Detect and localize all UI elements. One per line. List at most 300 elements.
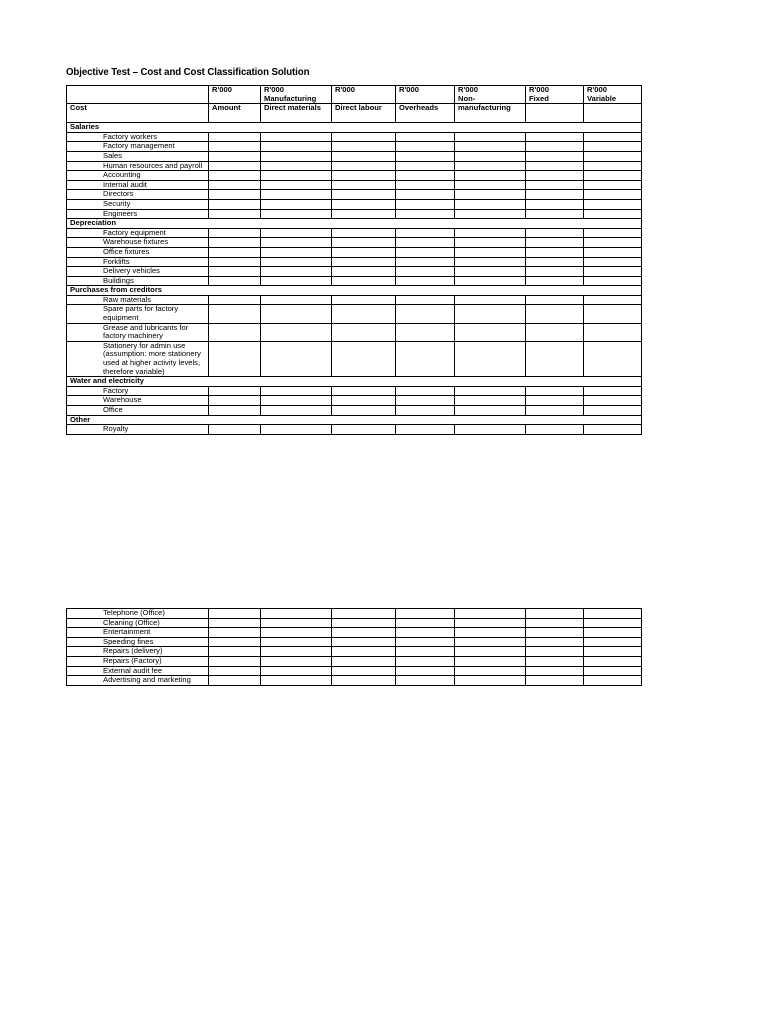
section-fill: [209, 377, 642, 387]
value-cell: [396, 295, 455, 305]
value-cell: [209, 386, 261, 396]
cost-item-label: Speeding fines: [67, 637, 209, 647]
value-cell: [261, 247, 332, 257]
cost-item-label: Telephone (Office): [67, 609, 209, 619]
value-cell: [455, 199, 526, 209]
value-cell: [261, 190, 332, 200]
value-cell: [455, 247, 526, 257]
value-cell: [261, 386, 332, 396]
value-cell: [261, 406, 332, 416]
value-cell: [396, 257, 455, 267]
value-cell: [526, 132, 584, 142]
cost-item-label: Spare parts for factory equipment: [67, 305, 209, 323]
value-cell: [396, 228, 455, 238]
value-cell: [584, 257, 642, 267]
section-fill: [209, 286, 642, 296]
value-cell: [396, 276, 455, 286]
value-cell: [526, 257, 584, 267]
value-cell: [332, 425, 396, 435]
table-row: [67, 228, 642, 238]
cost-item-label: Directors: [67, 190, 209, 200]
value-cell: [584, 132, 642, 142]
value-cell: [526, 396, 584, 406]
table-row: [67, 666, 642, 676]
value-cell: [396, 247, 455, 257]
header-label: Overheads: [396, 104, 455, 123]
cost-classification-table-continued: [66, 608, 642, 686]
value-cell: [526, 386, 584, 396]
header-label: Direct labour: [332, 104, 396, 123]
value-cell: [526, 341, 584, 376]
table-row: [67, 396, 642, 406]
header-row-labels: [67, 104, 642, 123]
value-cell: [209, 161, 261, 171]
cost-item-label: Internal audit: [67, 180, 209, 190]
value-cell: [396, 209, 455, 219]
value-cell: [332, 238, 396, 248]
value-cell: [209, 676, 261, 686]
value-cell: [332, 618, 396, 628]
value-cell: [261, 676, 332, 686]
value-cell: [209, 238, 261, 248]
header-unit: R'000: [332, 86, 396, 104]
value-cell: [584, 628, 642, 638]
value-cell: [584, 406, 642, 416]
value-cell: [455, 180, 526, 190]
value-cell: [209, 180, 261, 190]
cost-item-label: Royalty: [67, 425, 209, 435]
value-cell: [209, 190, 261, 200]
value-cell: [209, 406, 261, 416]
cost-item-label: Delivery vehicles: [67, 267, 209, 277]
table-row: [67, 295, 642, 305]
cost-item-label: Forklifts: [67, 257, 209, 267]
value-cell: [584, 247, 642, 257]
value-cell: [584, 396, 642, 406]
value-cell: [261, 666, 332, 676]
value-cell: [209, 228, 261, 238]
value-cell: [396, 323, 455, 341]
value-cell: [584, 618, 642, 628]
section-fill: [209, 219, 642, 229]
value-cell: [584, 238, 642, 248]
value-cell: [396, 609, 455, 619]
table-row: [67, 180, 642, 190]
value-cell: [396, 666, 455, 676]
cost-item-label: Factory workers: [67, 132, 209, 142]
cost-item-label: Office: [67, 406, 209, 416]
value-cell: [209, 341, 261, 376]
table-row: [67, 276, 642, 286]
section-heading: Other: [67, 415, 209, 425]
value-cell: [261, 656, 332, 666]
value-cell: [455, 238, 526, 248]
table-row: [67, 341, 642, 376]
value-cell: [332, 406, 396, 416]
value-cell: [396, 171, 455, 181]
value-cell: [261, 267, 332, 277]
value-cell: [584, 676, 642, 686]
header-cost-label: Cost: [67, 104, 209, 123]
value-cell: [455, 295, 526, 305]
cost-classification-table: [66, 85, 642, 435]
table-row: [67, 656, 642, 666]
value-cell: [332, 228, 396, 238]
section-fill: [209, 415, 642, 425]
value-cell: [332, 199, 396, 209]
value-cell: [332, 247, 396, 257]
value-cell: [526, 199, 584, 209]
section-heading: Purchases from creditors: [67, 286, 209, 296]
table-row: [67, 247, 642, 257]
value-cell: [455, 666, 526, 676]
value-cell: [209, 323, 261, 341]
value-cell: [261, 628, 332, 638]
value-cell: [261, 171, 332, 181]
cost-item-label: Advertising and marketing: [67, 676, 209, 686]
value-cell: [526, 228, 584, 238]
value-cell: [209, 257, 261, 267]
section-row: [67, 123, 642, 133]
value-cell: [261, 341, 332, 376]
value-cell: [332, 666, 396, 676]
table-row: [67, 618, 642, 628]
value-cell: [261, 295, 332, 305]
value-cell: [455, 396, 526, 406]
value-cell: [332, 180, 396, 190]
value-cell: [396, 341, 455, 376]
value-cell: [332, 386, 396, 396]
value-cell: [261, 142, 332, 152]
cost-item-label: Stationery for admin use (assumption: more stationery used at higher activity levels, therefore variable): [67, 341, 209, 376]
value-cell: [209, 267, 261, 277]
value-cell: [455, 425, 526, 435]
value-cell: [584, 647, 642, 657]
value-cell: [526, 618, 584, 628]
header-unit: R'000: [209, 86, 261, 104]
value-cell: [209, 618, 261, 628]
value-cell: [455, 267, 526, 277]
value-cell: [526, 209, 584, 219]
value-cell: [332, 628, 396, 638]
header-unit: R'000 Variable: [584, 86, 642, 104]
value-cell: [584, 341, 642, 376]
value-cell: [584, 666, 642, 676]
value-cell: [261, 647, 332, 657]
section-fill: [209, 123, 642, 133]
value-cell: [209, 132, 261, 142]
value-cell: [261, 199, 332, 209]
value-cell: [526, 161, 584, 171]
value-cell: [261, 151, 332, 161]
value-cell: [209, 247, 261, 257]
value-cell: [526, 276, 584, 286]
value-cell: [526, 238, 584, 248]
cost-item-label: Factory equipment: [67, 228, 209, 238]
table-row: [67, 257, 642, 267]
value-cell: [526, 151, 584, 161]
value-cell: [584, 656, 642, 666]
value-cell: [584, 267, 642, 277]
header-label: Amount: [209, 104, 261, 123]
value-cell: [526, 637, 584, 647]
table-row: [67, 161, 642, 171]
value-cell: [455, 171, 526, 181]
cost-item-label: External audit fee: [67, 666, 209, 676]
value-cell: [526, 628, 584, 638]
value-cell: [396, 656, 455, 666]
value-cell: [209, 666, 261, 676]
value-cell: [455, 228, 526, 238]
value-cell: [261, 238, 332, 248]
value-cell: [332, 276, 396, 286]
value-cell: [396, 238, 455, 248]
value-cell: [455, 656, 526, 666]
cost-item-label: Cleaning (Office): [67, 618, 209, 628]
table-row: [67, 171, 642, 181]
value-cell: [455, 676, 526, 686]
value-cell: [261, 305, 332, 323]
value-cell: [209, 199, 261, 209]
value-cell: [455, 257, 526, 267]
value-cell: [209, 151, 261, 161]
value-cell: [261, 323, 332, 341]
value-cell: [261, 396, 332, 406]
value-cell: [209, 171, 261, 181]
value-cell: [261, 180, 332, 190]
value-cell: [209, 305, 261, 323]
value-cell: [584, 386, 642, 396]
cost-item-label: Factory management: [67, 142, 209, 152]
cost-item-label: Sales: [67, 151, 209, 161]
table-row: [67, 386, 642, 396]
value-cell: [396, 267, 455, 277]
section-row: [67, 415, 642, 425]
value-cell: [584, 609, 642, 619]
value-cell: [332, 295, 396, 305]
value-cell: [526, 190, 584, 200]
value-cell: [332, 257, 396, 267]
value-cell: [455, 647, 526, 657]
value-cell: [396, 142, 455, 152]
value-cell: [261, 161, 332, 171]
table-row: [67, 199, 642, 209]
table-row: [67, 132, 642, 142]
value-cell: [261, 637, 332, 647]
table-row: [67, 267, 642, 277]
value-cell: [209, 425, 261, 435]
table-row: [67, 209, 642, 219]
cost-item-label: Warehouse fixtures: [67, 238, 209, 248]
value-cell: [526, 647, 584, 657]
value-cell: [584, 190, 642, 200]
value-cell: [209, 295, 261, 305]
value-cell: [261, 276, 332, 286]
value-cell: [455, 386, 526, 396]
cost-item-label: Warehouse: [67, 396, 209, 406]
value-cell: [584, 295, 642, 305]
table-row: [67, 151, 642, 161]
value-cell: [396, 180, 455, 190]
value-cell: [332, 209, 396, 219]
value-cell: [455, 323, 526, 341]
value-cell: [526, 666, 584, 676]
value-cell: [261, 618, 332, 628]
value-cell: [261, 209, 332, 219]
value-cell: [455, 609, 526, 619]
value-cell: [526, 142, 584, 152]
value-cell: [584, 637, 642, 647]
value-cell: [261, 257, 332, 267]
value-cell: [526, 247, 584, 257]
cost-item-label: Office fixtures: [67, 247, 209, 257]
value-cell: [584, 323, 642, 341]
cost-item-label: Accounting: [67, 171, 209, 181]
value-cell: [455, 618, 526, 628]
value-cell: [584, 161, 642, 171]
table-row: [67, 305, 642, 323]
cost-item-label: Security: [67, 199, 209, 209]
header-row-units: [67, 86, 642, 104]
value-cell: [396, 637, 455, 647]
value-cell: [584, 209, 642, 219]
table-row: [67, 628, 642, 638]
cost-item-label: Human resources and payroll: [67, 161, 209, 171]
value-cell: [332, 190, 396, 200]
value-cell: [526, 425, 584, 435]
value-cell: [455, 142, 526, 152]
cost-item-label: Buildings: [67, 276, 209, 286]
header-label: [526, 104, 584, 123]
value-cell: [261, 425, 332, 435]
section-heading: Water and electricity: [67, 377, 209, 387]
header-unit: R'000 Fixed: [526, 86, 584, 104]
value-cell: [584, 425, 642, 435]
table-row: [67, 406, 642, 416]
value-cell: [455, 276, 526, 286]
value-cell: [396, 305, 455, 323]
value-cell: [455, 637, 526, 647]
value-cell: [332, 341, 396, 376]
value-cell: [526, 305, 584, 323]
value-cell: [455, 406, 526, 416]
value-cell: [332, 676, 396, 686]
value-cell: [396, 425, 455, 435]
table-row: [67, 425, 642, 435]
value-cell: [396, 132, 455, 142]
value-cell: [526, 609, 584, 619]
section-row: [67, 219, 642, 229]
value-cell: [332, 323, 396, 341]
page-title: Objective Test – Cost and Cost Classification Solution: [66, 66, 310, 78]
value-cell: [526, 295, 584, 305]
value-cell: [261, 609, 332, 619]
value-cell: [396, 190, 455, 200]
cost-item-label: Entertainment: [67, 628, 209, 638]
cost-item-label: Engineers: [67, 209, 209, 219]
value-cell: [396, 199, 455, 209]
section-row: [67, 377, 642, 387]
value-cell: [455, 628, 526, 638]
value-cell: [526, 676, 584, 686]
value-cell: [332, 161, 396, 171]
value-cell: [332, 142, 396, 152]
value-cell: [526, 180, 584, 190]
header-unit: R'000 Non-: [455, 86, 526, 104]
value-cell: [209, 647, 261, 657]
value-cell: [396, 628, 455, 638]
table-row: [67, 238, 642, 248]
table-row: [67, 676, 642, 686]
value-cell: [455, 305, 526, 323]
value-cell: [526, 656, 584, 666]
value-cell: [584, 151, 642, 161]
value-cell: [332, 132, 396, 142]
value-cell: [584, 276, 642, 286]
value-cell: [455, 161, 526, 171]
cost-item-label: Grease and lubricants for factory machinery: [67, 323, 209, 341]
value-cell: [261, 228, 332, 238]
value-cell: [396, 676, 455, 686]
value-cell: [332, 267, 396, 277]
table-row: [67, 637, 642, 647]
header-label: [584, 104, 642, 123]
value-cell: [332, 609, 396, 619]
value-cell: [526, 406, 584, 416]
section-heading: Depreciation: [67, 219, 209, 229]
value-cell: [209, 276, 261, 286]
value-cell: [209, 142, 261, 152]
value-cell: [455, 209, 526, 219]
value-cell: [332, 656, 396, 666]
cost-item-label: Repairs (Factory): [67, 656, 209, 666]
value-cell: [396, 618, 455, 628]
value-cell: [584, 142, 642, 152]
value-cell: [209, 396, 261, 406]
value-cell: [209, 628, 261, 638]
cost-item-label: Raw materials: [67, 295, 209, 305]
header-unit: R'000: [396, 86, 455, 104]
table-row: [67, 647, 642, 657]
value-cell: [332, 647, 396, 657]
table-row: [67, 190, 642, 200]
value-cell: [455, 132, 526, 142]
value-cell: [584, 171, 642, 181]
value-cell: [396, 406, 455, 416]
header-unit: R'000 Manufacturing: [261, 86, 332, 104]
value-cell: [396, 161, 455, 171]
value-cell: [455, 341, 526, 376]
header-label: manufacturing: [455, 104, 526, 123]
cost-item-label: Repairs (delivery): [67, 647, 209, 657]
value-cell: [396, 396, 455, 406]
value-cell: [455, 151, 526, 161]
value-cell: [526, 171, 584, 181]
value-cell: [332, 151, 396, 161]
value-cell: [584, 305, 642, 323]
value-cell: [332, 171, 396, 181]
value-cell: [526, 323, 584, 341]
section-heading: Salaries: [67, 123, 209, 133]
value-cell: [526, 267, 584, 277]
value-cell: [332, 396, 396, 406]
table-row: [67, 609, 642, 619]
value-cell: [209, 609, 261, 619]
value-cell: [209, 656, 261, 666]
table-row: [67, 323, 642, 341]
value-cell: [332, 637, 396, 647]
value-cell: [261, 132, 332, 142]
